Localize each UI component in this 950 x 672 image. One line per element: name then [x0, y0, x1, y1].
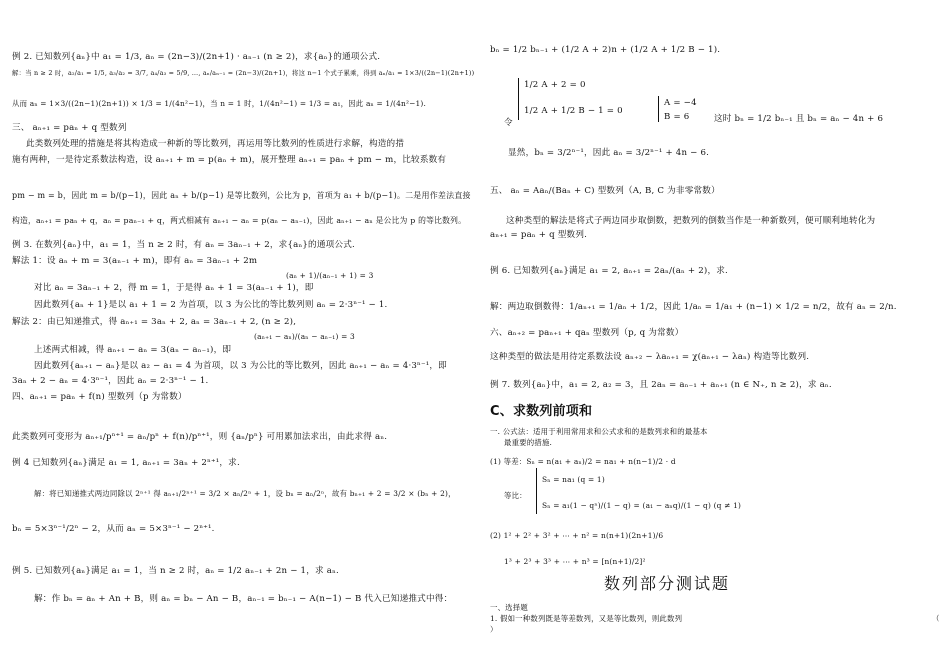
let-label: 令: [504, 118, 513, 128]
example-3-method-1-line-3: 因此数列{aₙ + 1}是以 a₁ + 1 = 2 为首项，以 3 为公比的等比数列则 aₙ = 2·3ⁿ⁻¹ − 1.: [34, 300, 388, 310]
example-2-statement: 例 2. 已知数列{aₙ}中 a₁ = 1/3, aₙ = (2n−3)/(2n+1) · aₙ₋₁ (n ≥ 2)，求{aₙ}的通项公式.: [12, 52, 381, 62]
example-3-method-2-line-4: 3aₙ + 2 − aₙ = 4·3ⁿ⁻¹，因此 aₙ = 2·3ⁿ⁻¹ − 1.: [12, 376, 209, 386]
arithmetic-sum-formula: (1) 等差：Sₙ = n(a₁ + aₙ)/2 = na₁ + n(n−1)/2 · d: [490, 457, 676, 466]
then-line: 这时 bₙ = 1/2 bₙ₋₁ 且 bₙ = aₙ − 4n + 6: [714, 114, 884, 124]
answer-paren-close: ）: [490, 625, 498, 634]
example-3-method-2-line-3: 因此数列{aₙ₊₁ − aₙ}是以 a₂ − a₁ = 4 为首项，以 3 为公比的等比数列，因此 aₙ₊₁ − aₙ = 4·3ⁿ⁻¹，即: [34, 361, 447, 371]
geometric-label: 等比：: [504, 491, 527, 500]
multiple-choice-heading: 一、选择题: [490, 603, 528, 612]
test-title: 数列部分测试题: [604, 574, 731, 593]
solution-brace: [658, 96, 659, 122]
example-6-solution: 解：两边取倒数得：1/aₙ₊₁ = 1/aₙ + 1/2，因此 1/aₙ = 1/a₁ + (n−1) × 1/2 = n/2，故有 aₙ = 2/n.: [490, 302, 897, 312]
example-4-solution-line-1: 解：将已知递推式两边同除以 2ⁿ⁺¹ 得 aₙ₊₁/2ⁿ⁺¹ = 3/2 × aₙ/2ⁿ + 1，设 bₙ = aₙ/2ⁿ，故有 bₙ₊₁ + 2 = 3/2 × (bₙ + 2)，: [34, 489, 456, 498]
example-3-method-2: 解法 2：由已知递推式，得 aₙ₊₁ = 3aₙ + 2, aₙ = 3aₙ₋₁ + 2, (n ≥ 2),: [12, 317, 297, 327]
system-eq-2: 1/2 A + 1/2 B − 1 = 0: [524, 106, 623, 116]
section-3-para-line-2: 施有两种，一是待定系数法构造，设 aₙ₊₁ + m = p(aₙ + m)，展开整理 aₙ₊₁ = paₙ + pm − m，比较系数有: [12, 155, 447, 165]
section-5-heading: 五、 aₙ = Aaₙ/(Baₙ + C) 型数列（A, B, C 为非零常数）: [490, 186, 720, 196]
section-3-heading: 三、 aₙ₊₁ = paₙ + q 型数列: [12, 123, 127, 133]
example-7-statement: 例 7. 数列{aₙ}中，a₁ = 2, a₂ = 3，且 2aₙ = aₙ₋₁ + aₙ₊₁ (n ∈ N₊, n ≥ 2)，求 aₙ.: [490, 380, 832, 390]
geometric-brace: [536, 468, 537, 514]
geometric-sum-case-1: Sₙ = na₁ (q = 1): [542, 475, 605, 484]
example-2-solution-line-1: 解：当 n ≥ 2 时，a₂/a₁ = 1/5, a₃/a₂ = 3/7, a₄/a₃ = 5/9, …, aₙ/aₙ₋₁ = (2n−3)/(2n+1)，将这 n−1 个式子累乘，得到 aₙ/a₁ = 1×3/((2n−1)(2n+1)): [12, 69, 475, 77]
section-3-para-line-1: 此类数列处理的措施是将其构造成一种新的等比数列，再运用等比数列的性质进行求解，构造的措: [26, 139, 405, 149]
section-3-para-line-3: pm − m = b，因此 m = b/(p−1)，因此 aₙ + b/(p−1) 是等比数列，公比为 p，首项为 a₁ + b/(p−1)。二是用作差法直接: [12, 191, 471, 200]
example-5-solution-line-2: bₙ = 1/2 bₙ₋₁ + (1/2 A + 2)n + (1/2 A + 1/2 B − 1).: [490, 45, 721, 55]
example-5-statement: 例 5. 已知数列{aₙ}满足 a₁ = 1，当 n ≥ 2 时，aₙ = 1/2 aₙ₋₁ + 2n − 1，求 aₙ.: [12, 566, 339, 576]
solution-B: B = 6: [664, 112, 690, 122]
example-2-solution-line-2: 从而 aₙ = 1×3/((2n−1)(2n+1)) × 1/3 = 1/(4n²−1)，当 n = 1 时，1/(4n²−1) = 1/3 = a₁，因此 aₙ = 1/(4n²−1).: [12, 99, 427, 108]
section-4-heading: 四、aₙ₊₁ = paₙ + f(n) 型数列（p 为常数）: [12, 392, 187, 402]
section-3-para-line-4: 构造，aₙ₊₁ = paₙ + q，aₙ = paₙ₋₁ + q，两式相减有 aₙ₊₁ − aₙ = p(aₙ − aₙ₋₁)，因此 aₙ₊₁ − aₙ 是公比为 p 的等比数列。: [12, 216, 467, 225]
answer-paren-open: （: [932, 614, 940, 623]
section-5-para-line-2: aₙ₊₁ = paₙ + q 型数列.: [490, 230, 588, 240]
section-6-para: 这种类型的做法是用待定系数法设 aₙ₊₂ − λaₙ₊₁ = χ(aₙ₊₁ − λaₙ) 构造等比数列.: [490, 352, 810, 362]
example-4-solution-line-2: bₙ = 5×3ⁿ⁻¹/2ⁿ − 2，从而 aₙ = 5×3ⁿ⁻¹ − 2ⁿ⁺¹.: [12, 524, 215, 534]
sum-of-squares: (2) 1² + 2² + 3² + ⋯ + n² = n(n+1)(2n+1)/6: [490, 531, 664, 540]
example-3-method-1: 解法 1：设 aₙ + m = 3(aₙ₋₁ + m)，即有 aₙ = 3aₙ₋₁ + 2m: [12, 256, 258, 266]
solution-A: A = −4: [664, 98, 697, 108]
system-brace: [518, 78, 519, 120]
example-3-statement: 例 3. 在数列{aₙ}中，a₁ = 1，当 n ≥ 2 时，有 aₙ = 3aₙ₋₁ + 2，求{aₙ}的通项公式.: [12, 240, 355, 250]
conclusion-line: 显然，bₙ = 3/2ⁿ⁻¹，因此 aₙ = 3/2ⁿ⁻¹ + 4n − 6.: [508, 148, 710, 158]
example-4-statement: 例 4 已知数列{aₙ}满足 a₁ = 1, aₙ₊₁ = 3aₙ + 2ⁿ⁺¹，求.: [12, 458, 240, 468]
example-3-ratio-1: (aₙ + 1)/(aₙ₋₁ + 1) = 3: [286, 271, 374, 280]
section-c-heading: C、求数列前项和: [490, 404, 593, 419]
section-4-para: 此类数列可变形为 aₙ₊₁/pⁿ⁺¹ = aₙ/pⁿ + f(n)/pⁿ⁺¹，则 {aₙ/pⁿ} 可用累加法求出，由此求得 aₙ.: [12, 432, 388, 442]
section-5-para-line-1: 这种类型的解法是将式子两边同步取倒数，把数列的倒数当作是一种新数列，便可顺利地转化为: [506, 216, 876, 226]
example-3-method-1-line-2: 对比 aₙ = 3aₙ₋₁ + 2，得 m = 1，于是得 aₙ + 1 = 3(aₙ₋₁ + 1)，即: [34, 283, 314, 293]
question-1: 1. 假如一种数列既是等差数列，又是等比数列，则此数列: [490, 614, 683, 623]
right-column: [478, 0, 950, 672]
geometric-sum-case-2: Sₙ = a₁(1 − qⁿ)/(1 − q) = (a₁ − aₙq)/(1 − q) (q ≠ 1): [542, 501, 742, 510]
sum-of-cubes: 1³ + 2³ + 3³ + ⋯ + n³ = [n(n+1)/2]²: [504, 557, 646, 566]
example-3-method-2-line-2: 上述两式相减，得 aₙ₊₁ − aₙ = 3(aₙ − aₙ₋₁)，即: [34, 345, 232, 355]
example-3-ratio-2: (aₙ₊₁ − aₙ)/(aₙ − aₙ₋₁) = 3: [254, 332, 355, 341]
system-eq-1: 1/2 A + 2 = 0: [524, 80, 586, 90]
example-6-statement: 例 6. 已知数列{aₙ}满足 a₁ = 2, aₙ₊₁ = 2aₙ/(aₙ + 2)，求.: [490, 266, 728, 276]
formula-method-line-2: 最重要的措施.: [504, 438, 553, 447]
example-5-solution-line-1: 解：作 bₙ = aₙ + An + B，则 aₙ = bₙ − An − B，aₙ₋₁ = bₙ₋₁ − A(n−1) − B 代入已知递推式中得：: [34, 594, 453, 604]
section-6-heading: 六、aₙ₊₂ = paₙ₊₁ + qaₙ 型数列（p, q 为常数）: [490, 328, 684, 338]
formula-method-line-1: 一. 公式法：适用于利用常用求和公式求和的是数列求和的最基本: [490, 427, 708, 436]
